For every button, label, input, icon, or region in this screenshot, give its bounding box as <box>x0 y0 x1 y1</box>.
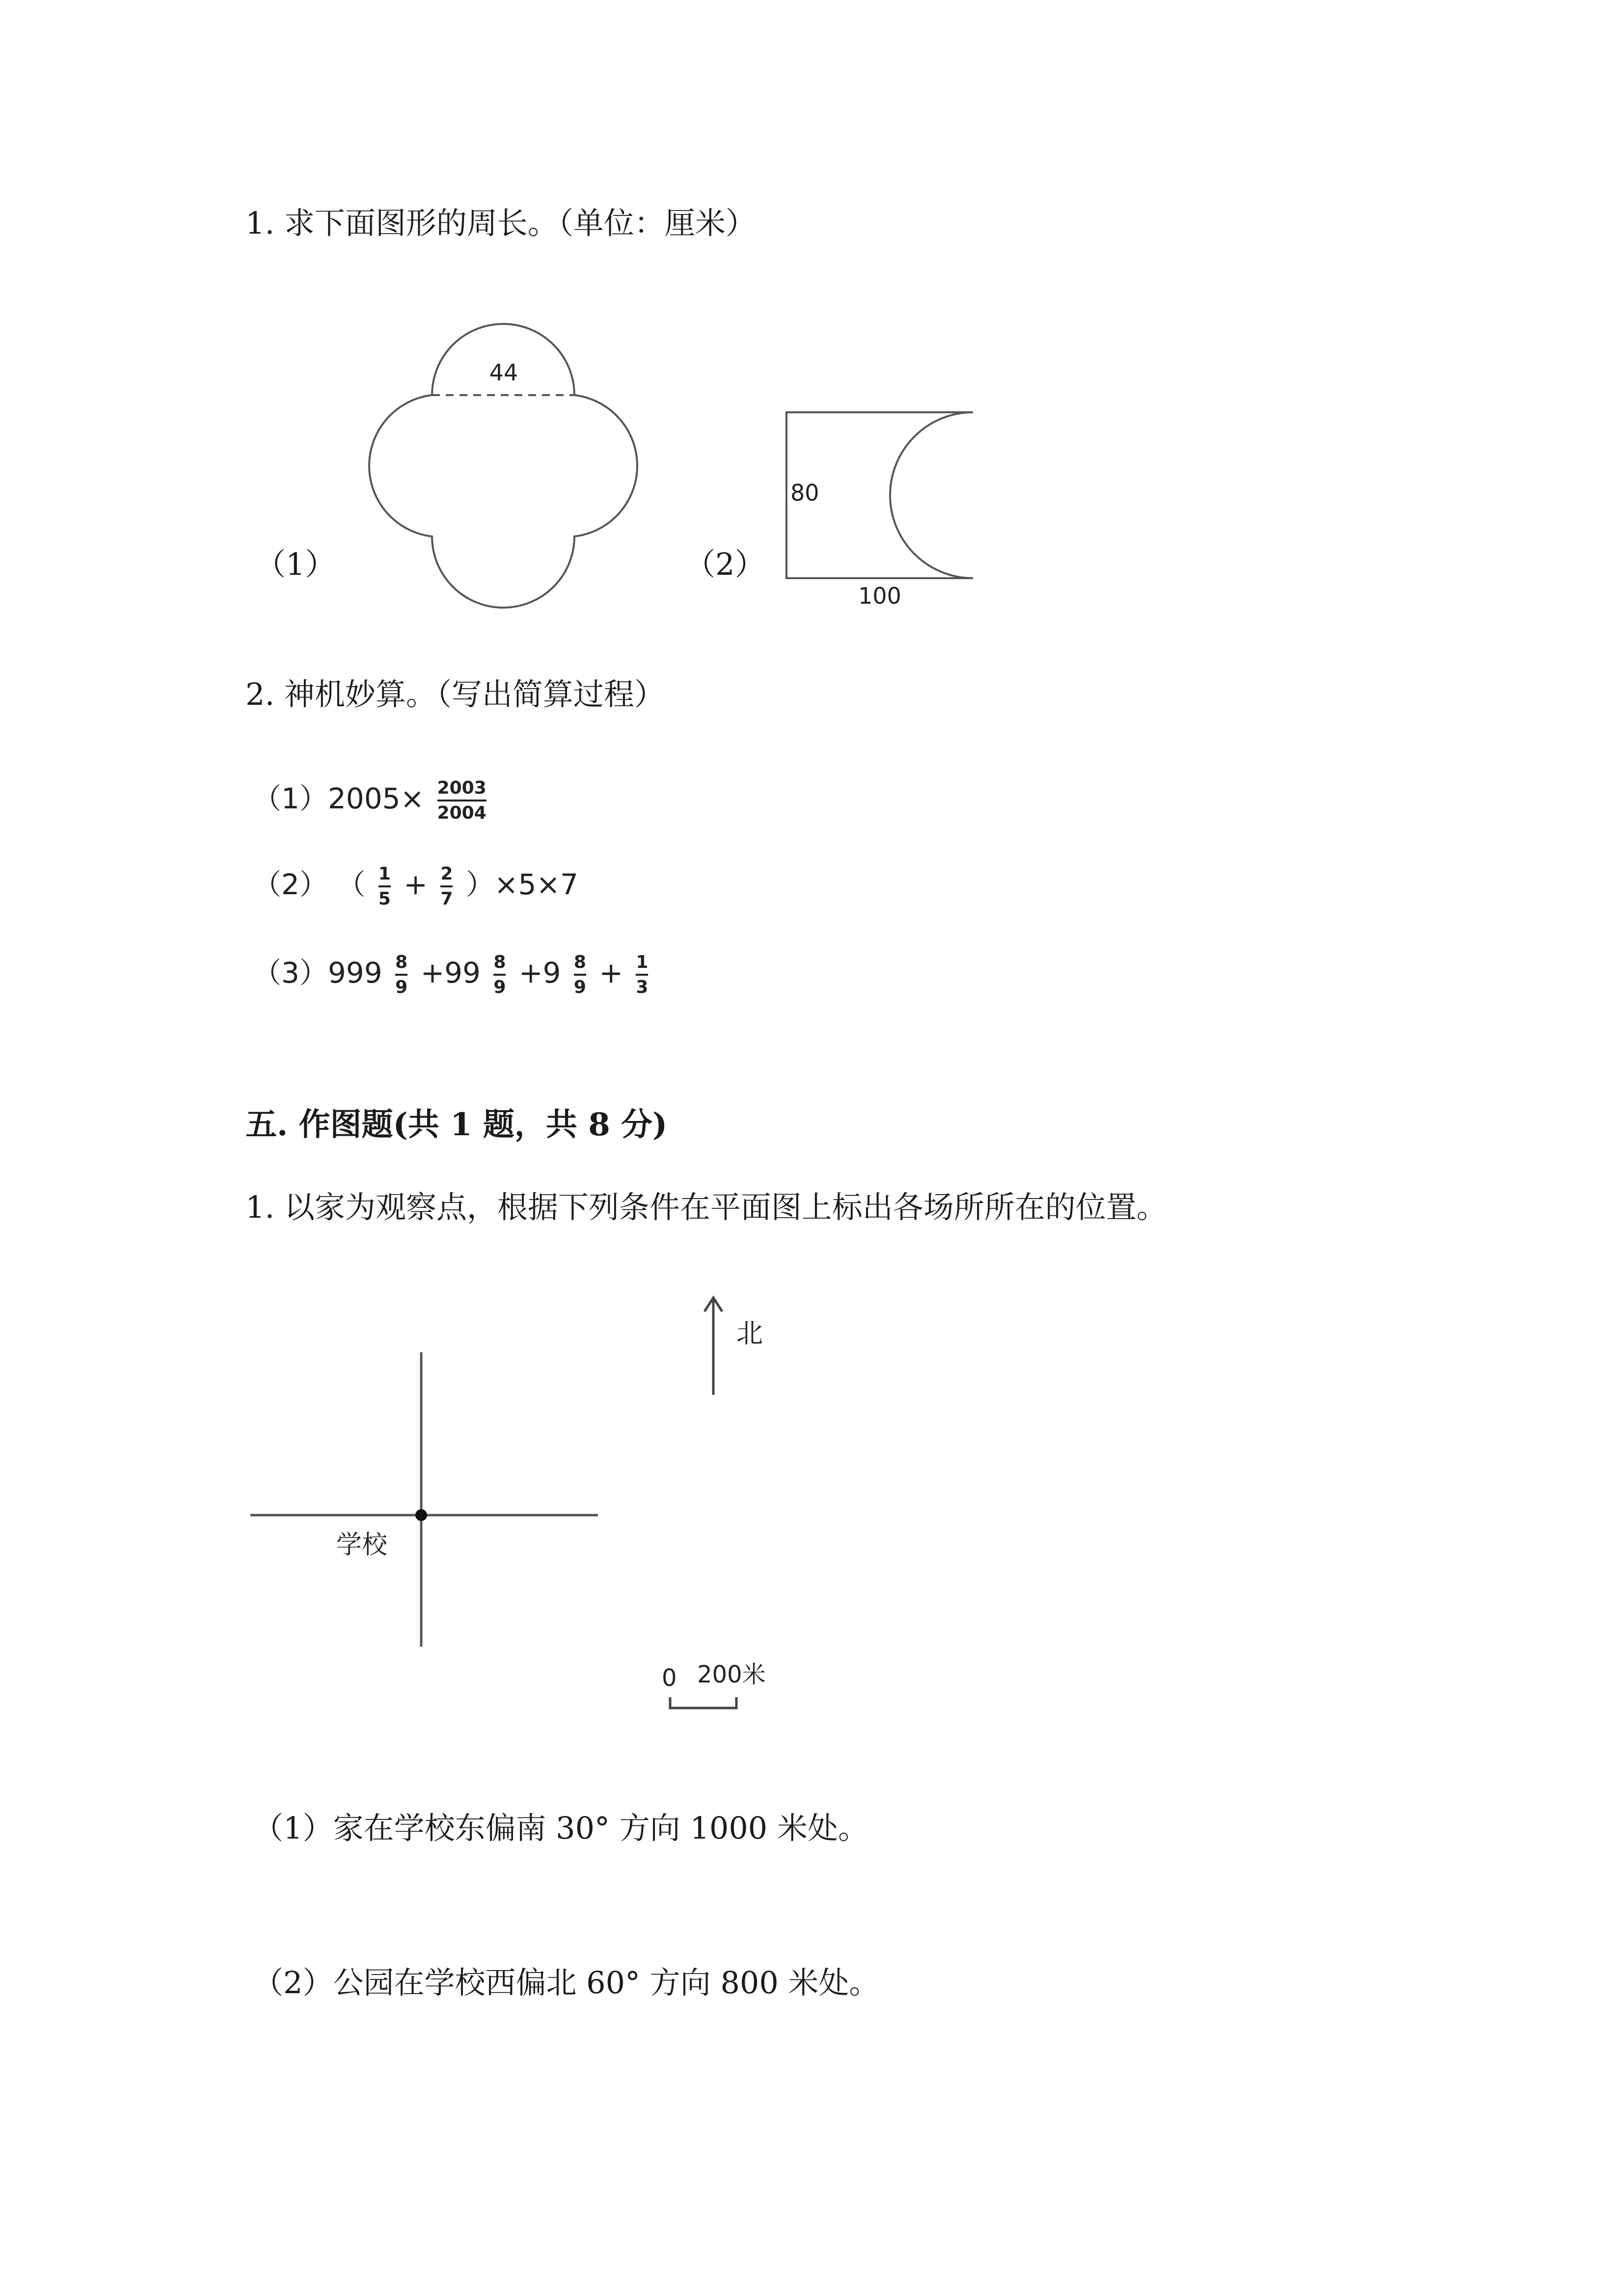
figure-2-height-label: 80 <box>790 480 819 506</box>
calc-1-label: （1） <box>253 782 328 815</box>
map-diagram <box>236 1286 825 1728</box>
school-point <box>415 1509 427 1521</box>
calc-problem-3 <box>253 950 652 997</box>
calc-3-term-c: +9 <box>518 956 561 989</box>
figure-1-label: （1） <box>255 546 336 582</box>
condition-1: （1）家在学校东偏南 30° 方向 1000 米处。 <box>253 1810 868 1846</box>
calc-3-term-b: +99 <box>420 956 481 989</box>
calc-2-tail: ）×5×7 <box>465 868 578 901</box>
fraction-numerator: 8 <box>395 952 408 972</box>
calc-2-open-paren: （ <box>337 868 366 901</box>
fraction-denominator: 5 <box>378 888 391 909</box>
scale-bar <box>670 1697 736 1708</box>
fraction-numerator: 2 <box>440 863 453 884</box>
school-label: 学校 <box>336 1530 388 1560</box>
fraction-denominator: 9 <box>573 977 586 997</box>
figure-2-width-label: 100 <box>858 583 901 609</box>
fraction-numerator: 8 <box>573 952 586 972</box>
calc-3-label: （3） <box>253 956 328 989</box>
calc-3-fraction-c <box>574 952 586 998</box>
question-1-title: 1. 求下面图形的周长。（单位：厘米） <box>245 205 756 241</box>
fraction-numerator: 8 <box>493 952 506 972</box>
fraction-numerator: 1 <box>378 863 391 884</box>
section-5-heading: 五. 作图题(共 1 题，共 8 分) <box>245 1106 668 1143</box>
fraction-denominator: 9 <box>493 977 506 997</box>
fraction-numerator: 2003 <box>437 777 487 798</box>
north-label: 北 <box>736 1318 763 1349</box>
calc-problem-1 <box>253 775 490 823</box>
fraction-denominator: 7 <box>440 888 453 909</box>
section-5-question-1-title: 1. 以家为观察点，根据下列条件在平面图上标出各场所所在的位置。 <box>245 1189 1167 1225</box>
fraction-denominator: 3 <box>636 977 649 997</box>
calc-2-label: （2） <box>253 868 328 901</box>
condition-2: （2）公园在学校西偏北 60° 方向 800 米处。 <box>253 1965 880 2001</box>
calc-problem-2 <box>253 861 578 909</box>
calc-3-fraction-d <box>636 952 648 998</box>
figure-1-diameter-label: 44 <box>489 359 518 386</box>
plus-sign: + <box>599 956 623 989</box>
scale-value-label: 200米 <box>697 1661 766 1688</box>
calc-3-fraction-a <box>395 952 407 998</box>
question-2-title: 2. 神机妙算。（写出简算过程） <box>245 676 665 712</box>
plus-sign: + <box>404 868 428 901</box>
calc-2-fraction-2 <box>440 864 453 909</box>
calc-1-fraction <box>437 778 487 824</box>
fraction-denominator: 2004 <box>437 802 487 823</box>
calc-1-whole: 2005× <box>327 782 425 815</box>
fraction-numerator: 1 <box>636 952 649 972</box>
calc-2-fraction-1 <box>379 864 391 909</box>
figure-2-rectangle-with-semicircle-cut <box>776 402 997 609</box>
figure-2-label: （2） <box>685 546 765 582</box>
figure-1-four-semicircle-shape <box>344 309 663 614</box>
scale-zero-label: 0 <box>662 1664 677 1692</box>
fraction-denominator: 9 <box>395 977 408 997</box>
calc-3-fraction-b <box>493 952 506 998</box>
calc-3-term-a: 999 <box>327 956 382 989</box>
